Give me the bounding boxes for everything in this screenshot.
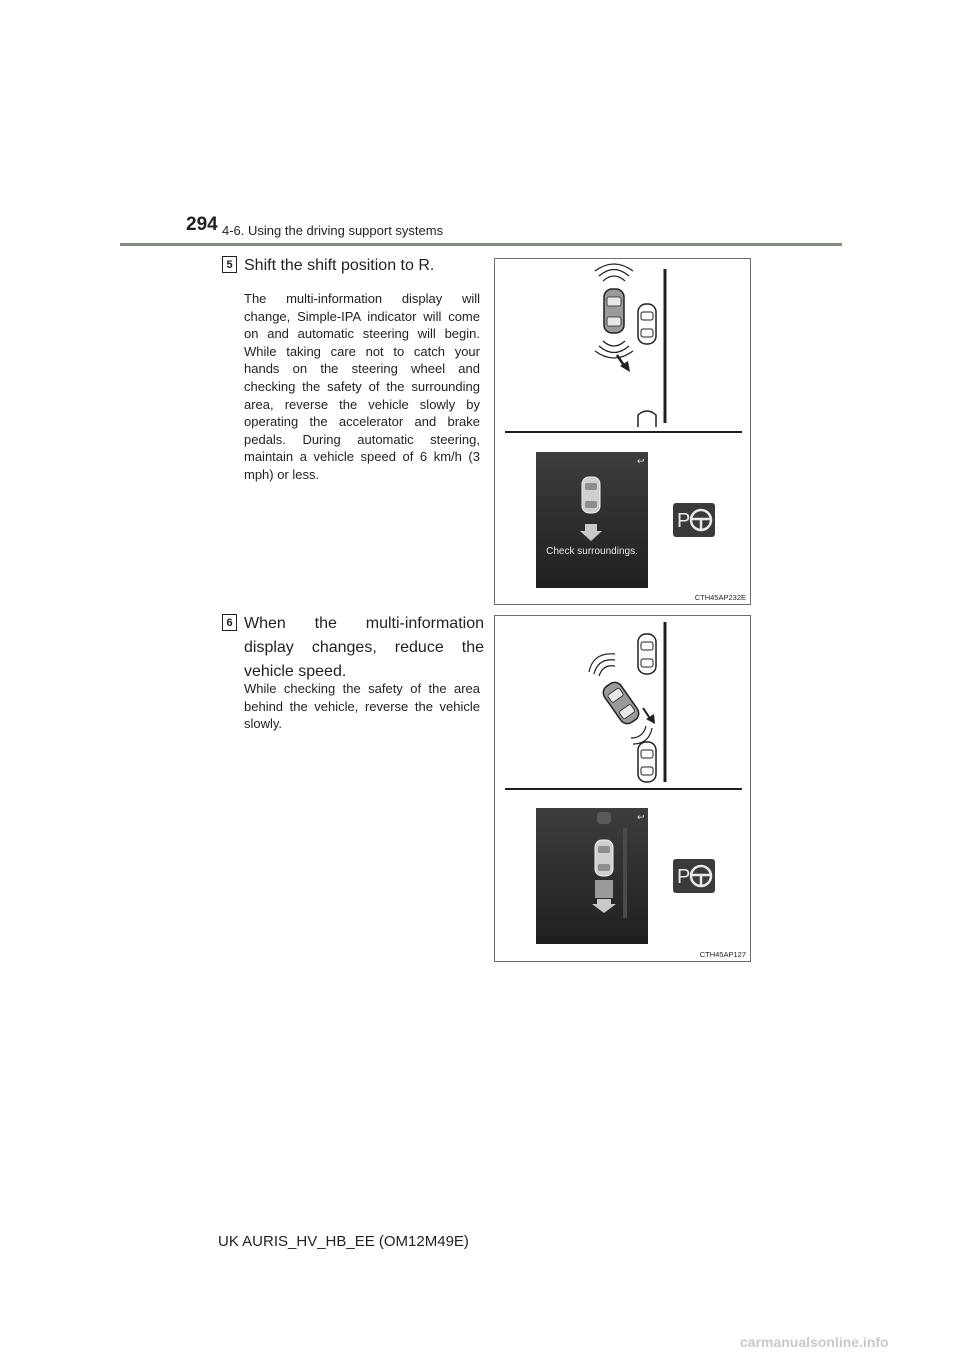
parking-diagram-6 (495, 616, 750, 961)
parked-car-icon (638, 742, 656, 782)
figure-code-6: CTH45AP127 (699, 950, 746, 959)
reverse-arrow-icon (643, 708, 655, 724)
step-number-6: 6 (222, 614, 237, 631)
multi-information-display (536, 452, 648, 588)
parking-diagram-5 (495, 259, 750, 604)
back-icon: ↩ (637, 457, 645, 467)
header-rule (120, 243, 842, 246)
watermark: carmanualsonline.info (740, 1334, 889, 1350)
step-5-body: The multi-information display will change, Simple-IPA indicator will come on and automatic steering will begin. While taking care not to catch your hands on the steering wheel and checking the safety of the surrounding area, reverse the vehicle slowly by operating the accelerator and brake pedals. During automatic steering, maintain a vehicle speed of 6 km/h (3 mph) or less. (244, 291, 480, 482)
figure-step-6 (494, 615, 751, 962)
parked-car-rear-icon (638, 411, 656, 427)
step-6-body: While checking the safety of the area behind the vehicle, reverse the vehicle slowly. (244, 681, 480, 732)
car-top-view-icon (600, 679, 642, 727)
step-6-heading: When the multi-information display changes, reduce the vehicle speed. (244, 615, 484, 680)
multi-information-display (536, 808, 648, 944)
back-icon: ↩ (637, 813, 645, 823)
figure-code-5: CTH45AP232E (694, 593, 746, 602)
step-5-heading: Shift the shift position to R. (244, 257, 435, 274)
simple-ipa-indicator-icon (673, 503, 715, 537)
svg-text:P: P (677, 510, 691, 532)
parked-car-icon (638, 304, 656, 344)
figure-step-5 (494, 258, 751, 605)
step-number-5: 5 (222, 256, 237, 273)
section-title: 4-6. Using the driving support systems (222, 223, 444, 238)
simple-ipa-indicator-icon (673, 859, 715, 893)
car-top-view-icon (604, 289, 624, 333)
svg-text:P: P (677, 866, 691, 888)
page-number: 294 (186, 214, 218, 235)
parked-car-icon (638, 634, 656, 674)
reverse-arrow-icon (617, 355, 630, 372)
footer-model-code: UK AURIS_HV_HB_EE (OM12M49E) (218, 1233, 469, 1250)
display-message: Check surroundings. (546, 546, 638, 557)
